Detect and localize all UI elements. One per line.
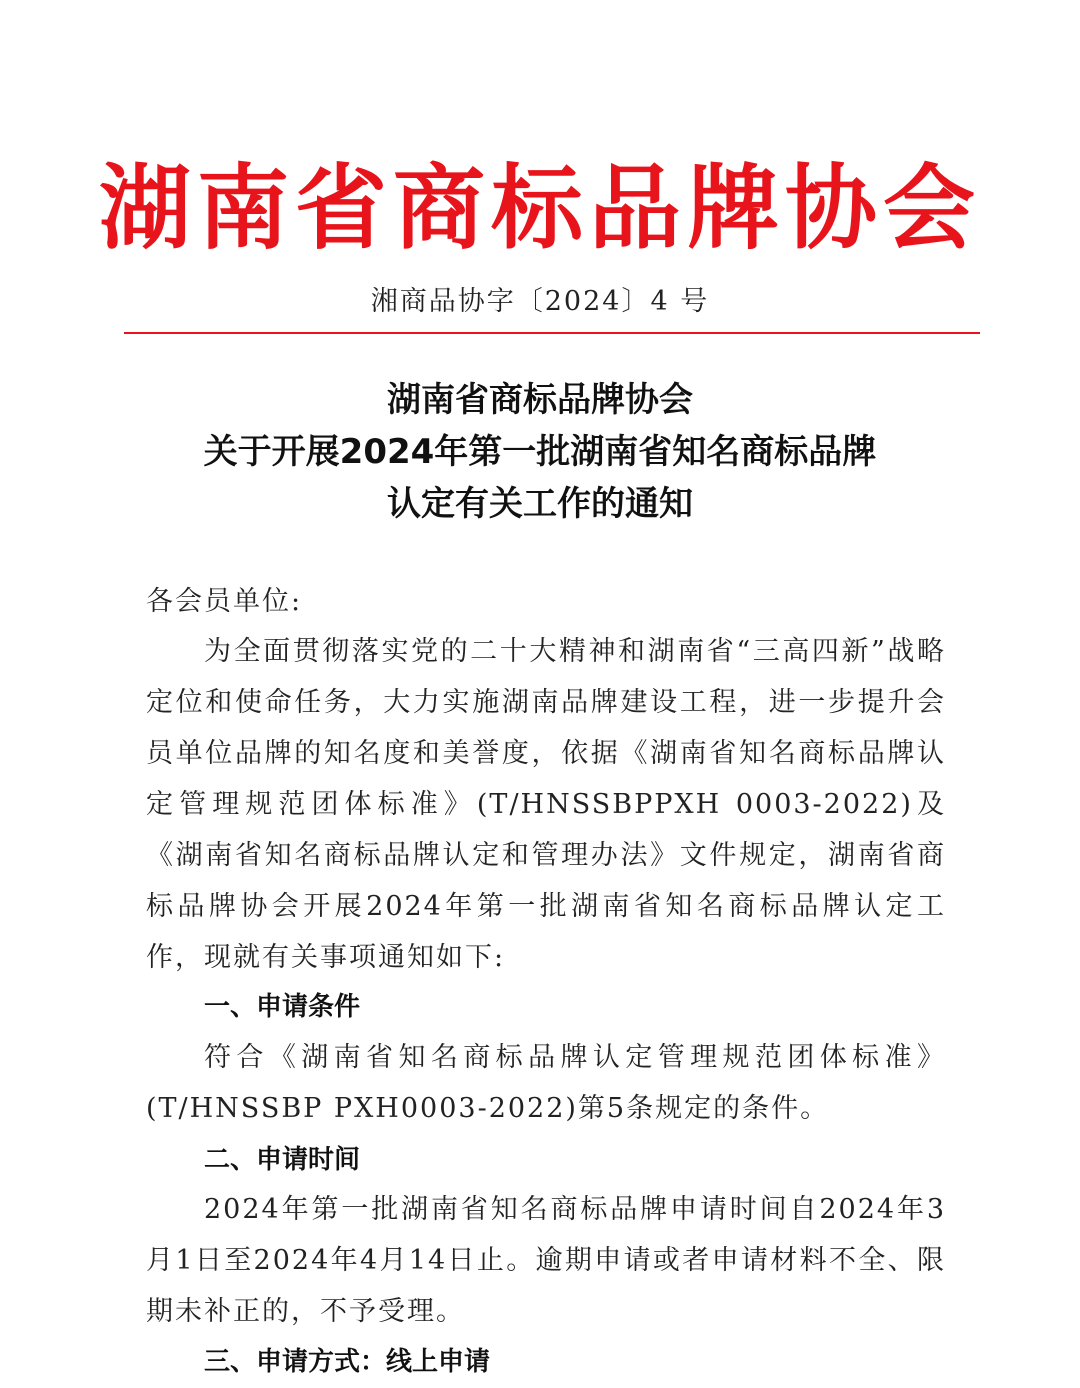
intro-line: 标品牌认定和管理办法》文件规定，湖南省商标品牌协会开展 [146,840,947,922]
time-line: 2024年第一批湖南省知名商标品牌申请时间自2024年3月1 [146,1194,946,1276]
notice-title [0,374,1080,530]
intro-line: 单位品牌的知名度和美誉度，依据《湖南省知名商标品牌认定管 [146,738,947,820]
section-heading-conditions: 一、申请条件 [204,992,361,1022]
conditions-line: 符合《湖南省知名商标品牌认定管理规范团体标准》 [204,1042,946,1073]
time-paragraph [146,1184,946,1337]
title-line-1: 湖南省商标品牌协会 [387,380,693,420]
document-number: 湘商品协字〔2024〕4 号 [370,286,710,317]
intro-line: 2024年第一批湖南省知名商标品牌认定工作，现就有关事项通知 [146,891,947,973]
intro-paragraph [146,626,946,983]
conditions-paragraph [146,1032,946,1134]
salutation: 各会员单位: [146,586,303,617]
intro-line: 理规范团体标准》(T/HNSSBPPXH 0003-2022)及《湖南省知名商 [146,789,947,871]
time-line: 正的，不予受理。 [233,1296,465,1327]
intro-line: 如下: [436,942,506,973]
section-heading-method: 三、申请方式：线上申请 [204,1347,491,1377]
intro-line: 为全面贯彻落实党的二十大精神和湖南省“三高四新”战略 [204,636,946,667]
conditions-line: (T/HNSSBP PXH0003-2022)第5条规定的条件。 [146,1093,830,1124]
title-line-3: 认定有关工作的通知 [387,484,693,524]
red-divider [124,332,980,334]
intro-line: 定位和使命任务，大力实施湖南品牌建设工程，进一步提升会员 [146,687,946,769]
org-header-title: 湖南省商标品牌协会 [98,154,981,262]
time-line: 日至2024年4月14日止。逾期申请或者申请材料不全、限期未补 [146,1245,946,1327]
title-line-2: 关于开展2024年第一批湖南省知名商标品牌 [203,432,877,472]
section-heading-time: 二、申请时间 [204,1145,361,1175]
